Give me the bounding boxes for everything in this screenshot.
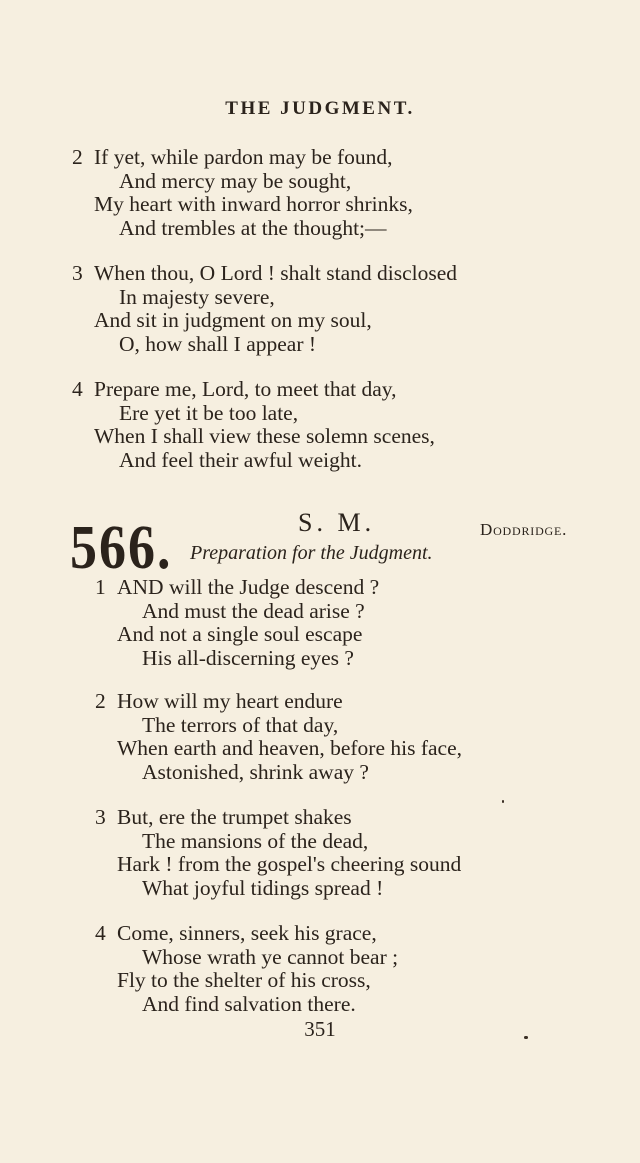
- hymn-stanza-4: [95, 922, 398, 1016]
- verse-line: And feel their awful weight.: [119, 447, 362, 472]
- page-number: 351: [304, 1017, 336, 1041]
- verse-line: Whose wrath ye cannot bear ;: [142, 944, 399, 969]
- verse-line: What joyful tidings spread !: [142, 875, 384, 900]
- verse-line: O, how shall I appear !: [119, 331, 317, 356]
- verse-line: Come, sinners, seek his grace,: [117, 921, 377, 945]
- verse-line: And trembles at the thought;—: [119, 215, 387, 240]
- verse-line: And not a single soul escape: [117, 622, 363, 646]
- hymn-stanza-2: [95, 690, 462, 784]
- hymn-stanza-1: [95, 576, 379, 670]
- hymn-number: 566.: [70, 512, 173, 582]
- verse-line: Hark ! from the gospel's cheering sound: [117, 852, 462, 876]
- hymn-stanza-3: [95, 806, 461, 900]
- verse-line: If yet, while pardon may be found,: [94, 145, 393, 169]
- stanza-number: 3: [72, 261, 83, 285]
- stanza-number: 4: [95, 921, 106, 945]
- verse-line: Prepare me, Lord, to meet that day,: [94, 377, 397, 401]
- verse-line: How will my heart endure: [117, 689, 343, 713]
- hymn-subtitle: Preparation for the Judgment.: [190, 542, 433, 564]
- stanza-number: 2: [95, 689, 106, 713]
- verse-line: The terrors of that day,: [142, 712, 339, 737]
- verse-line: And find salvation there.: [142, 991, 356, 1016]
- ink-speck: [502, 800, 504, 803]
- hymn-author: Doddridge.: [480, 520, 568, 539]
- verse-line: In majesty severe,: [119, 284, 275, 309]
- verse-line: Ere yet it be too late,: [119, 400, 299, 425]
- verse-line: But, ere the trumpet shakes: [117, 805, 352, 829]
- verse-line: When I shall view these solemn scenes,: [94, 424, 435, 448]
- verse-line: And mercy may be sought,: [119, 168, 352, 193]
- ink-speck: [524, 1036, 528, 1039]
- verse-line: My heart with inward horror shrinks,: [94, 192, 413, 216]
- verse-line: When thou, O Lord ! shalt stand disclosed: [94, 261, 458, 285]
- stanza-2-top: [72, 146, 413, 240]
- stanza-4-top: [72, 378, 435, 472]
- verse-line: And must the dead arise ?: [142, 598, 365, 623]
- verse-line: AND will the Judge descend ?: [117, 575, 380, 599]
- stanza-number: 2: [72, 145, 83, 169]
- verse-line: Astonished, shrink away ?: [142, 759, 369, 784]
- stanza-3-top: [72, 262, 457, 356]
- hymn-meter: S. M.: [298, 508, 376, 537]
- running-header: THE JUDGMENT.: [225, 98, 415, 119]
- verse-line: His all-discerning eyes ?: [142, 645, 354, 670]
- verse-line: And sit in judgment on my soul,: [94, 308, 372, 332]
- stanza-number: 3: [95, 805, 106, 829]
- verse-line: Fly to the shelter of his cross,: [117, 968, 371, 992]
- verse-line: The mansions of the dead,: [142, 828, 369, 853]
- stanza-number: 1: [95, 575, 106, 599]
- stanza-number: 4: [72, 377, 83, 401]
- verse-line: When earth and heaven, before his face,: [117, 736, 463, 760]
